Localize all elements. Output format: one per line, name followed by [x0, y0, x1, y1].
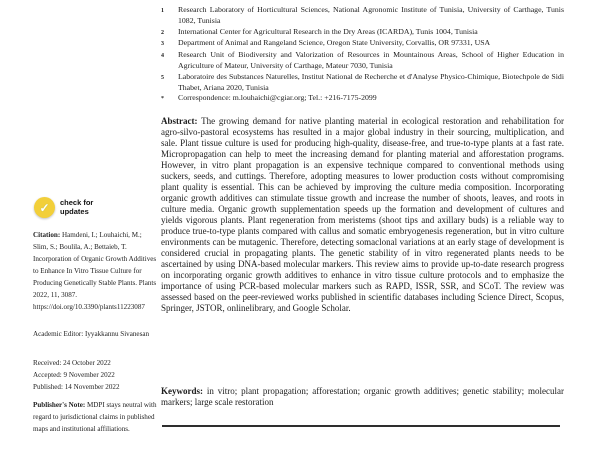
citation-text: Hamdeni, I.; Louhaichi, M.; Slim, S.; Boulila, A.; Bettaieb, T. Incorporation of Organic Growth Additives to Enhance In Vitro Tissue Culture for Producing Genetically Stable Plants. Plants 2022, 11, 3087. https://doi.org/10.3390/plants11223087 — [33, 231, 157, 311]
keywords-section — [161, 386, 564, 408]
academic-editor — [33, 328, 157, 340]
academic-editor-text: Academic Editor: Iyyakkannu Sivanesan — [33, 330, 150, 338]
affiliation-marker: * — [161, 96, 164, 103]
affiliation-marker: 5 — [161, 74, 164, 81]
keywords-label: Keywords: — [161, 386, 203, 396]
publishers-note-label: Publisher's Note: — [33, 401, 86, 409]
affiliation-text: Laboratoire des Substances Naturelles, Institut National de Recherche et d'Analyse Physico-Chimique, Biotechpole de Sidi Thabet, Ariana 2020, Tunisia — [178, 71, 564, 92]
affiliation-item — [161, 50, 564, 72]
abstract-text: The growing demand for native planting material in ecological restoration and rehabilitation for agro-silvo-pastoral ecosystems has resulted in a major global industry in their sourcing, multiplication, and sale. Plant tissue culture is used for producing high-quality, disease-free, and true-to-type plants at a fast rate. Micropropagation can help to meet the increasing demand for planting material and afforestation programs. However, in vitro plant propagation is an expensive technique compared to conventional methods using suckers, seeds, and cuttings. Therefore, adopting measures to lower production costs without compromising plant quality is essential. This can be achieved by improving the culture media composition. Incorporating organic growth additives can stimulate tissue growth and increase the number of shoots, leaves, and roots in culture media. Organic growth supplementation speeds up the formation and development of cultures and yields vigorous plants. Plant regeneration from meristems (shoot tips and axillary buds) is a reliable way to produce true-to-type plants compared with callus and somatic embryogenesis regeneration, but in vitro culture environments can be mutagenic. Therefore, detecting somaclonal variations at an early stage of development is considered crucial in propagating plants. The genetic stability of in vitro regenerated plants needs to be ascertained by using DNA-based molecular markers. This review aims to provide up-to-date research progress on incorporating organic growth additives to enhance in vitro tissue culture protocols and to emphasize the importance of using PCR-based molecular markers such as RAPD, ISSR, SSR, and SCoT. The review was assessed based on the peer-reviewed works published in scientific databases including Science Direct, Scopus, Springer, JSTOR, onlinelibrary, and Google Scholar. — [161, 116, 564, 313]
abstract-section — [161, 116, 564, 314]
publishers-note-text: MDPI stays neutral with regard to jurisdictional claims in published maps and institutional affiliations. — [33, 401, 157, 433]
affiliation-item — [161, 27, 564, 39]
published-date: Published: 14 November 2022 — [33, 383, 120, 391]
badge-line1: check for — [60, 198, 94, 207]
check-for-updates-label — [60, 199, 93, 216]
affiliation-marker: 3 — [161, 41, 164, 48]
history-dates — [33, 357, 157, 393]
section-divider — [162, 425, 560, 427]
keywords-text: in vitro; plant propagation; afforestation; organic growth additives; genetic stability; molecular markers; large scale restoration — [161, 386, 564, 407]
received-date: Received: 24 October 2022 — [33, 359, 111, 367]
affiliation-marker: 4 — [161, 53, 164, 60]
check-icon — [34, 197, 55, 218]
abstract-label: Abstract: — [161, 116, 198, 126]
check-for-updates-badge[interactable] — [34, 197, 93, 218]
accepted-date: Accepted: 9 November 2022 — [33, 371, 115, 379]
citation-block — [33, 229, 157, 313]
affiliation-item — [161, 5, 564, 27]
publishers-note — [33, 399, 157, 435]
affiliation-text: Department of Animal and Rangeland Science, Oregon State University, Corvallis, OR 97331, USA — [178, 38, 491, 48]
affiliation-item — [161, 93, 564, 105]
left-margin-column — [33, 0, 157, 450]
affiliation-text: Research Unit of Biodiversity and Valorization of Resources in Mountainous Areas, School of Higher Education in Agriculture of Mateur, University of Carthage, Mateur 7030, Tunisia — [178, 50, 564, 70]
affiliation-marker: 2 — [161, 29, 164, 36]
affiliation-item — [161, 38, 564, 50]
affiliation-text: Research Laboratory of Horticultural Sciences, National Agronomic Institute of Tunisia, University of Carthage, Tunis 1082, Tunisia — [178, 5, 564, 25]
affiliations-list — [161, 5, 564, 105]
citation-label: Citation: — [33, 231, 61, 239]
affiliation-text: International Center for Agricultural Research in the Dry Areas (ICARDA), Tunis 1004, Tunisia — [178, 26, 478, 36]
badge-line2: updates — [60, 206, 89, 216]
affiliation-text: Correspondence: m.louhaichi@cgiar.org; Tel.: +216-7175-2099 — [178, 93, 377, 103]
affiliation-item — [161, 72, 564, 94]
affiliation-marker: 1 — [161, 8, 164, 14]
